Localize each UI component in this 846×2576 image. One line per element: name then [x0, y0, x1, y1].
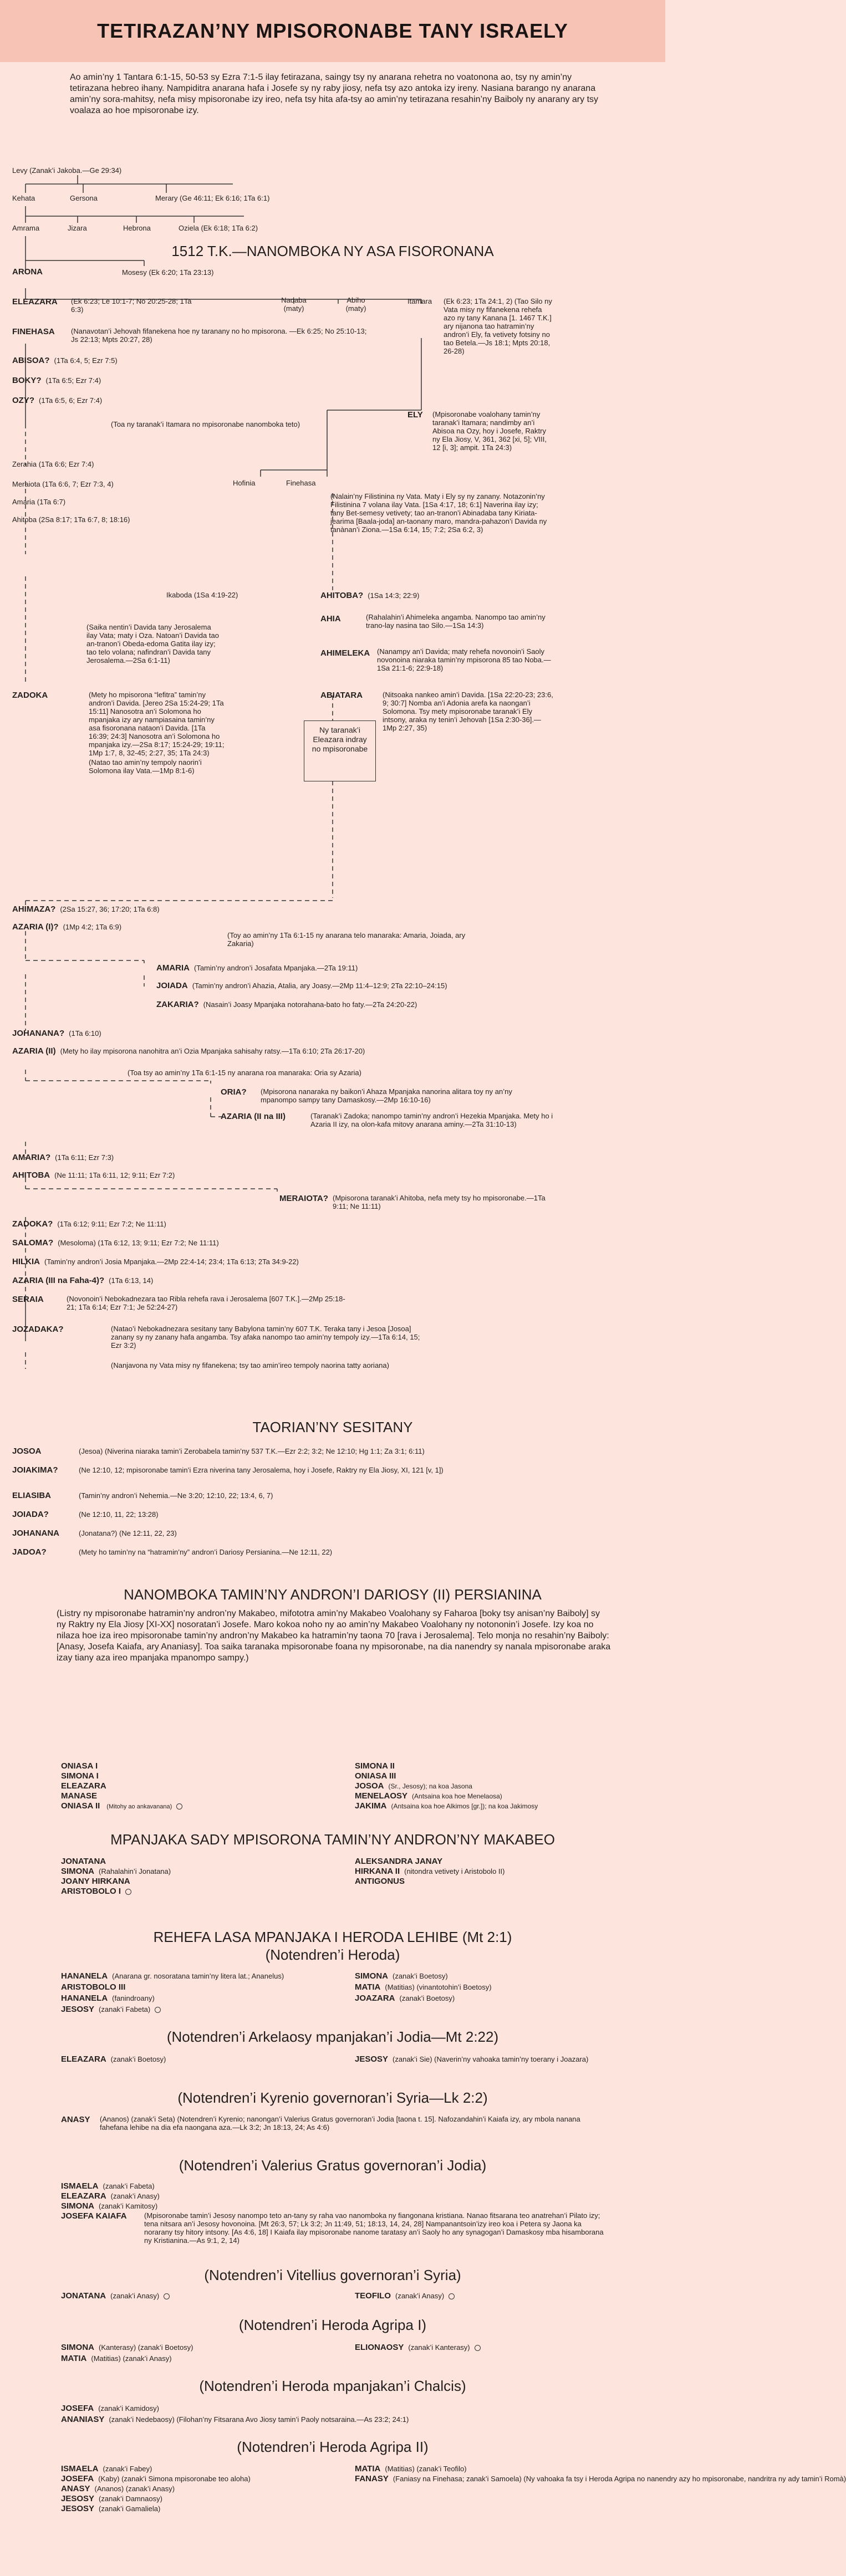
- list-item: [355, 2464, 610, 2474]
- ahitoba2: AHITOBA?: [320, 591, 364, 600]
- nanjavona-note: (Nanjavona ny Vata misy ny fifanekena; tsy tao amin’ireo tempoly naorina tatty aoriana): [111, 1361, 389, 1369]
- azaria1-ref: (1Mp 4:2; 1Ta 6:9): [63, 923, 122, 931]
- vitellius-right-name: TEOFILO: [355, 2291, 391, 2301]
- vitellius-right-note: (zanak’i Anasy): [395, 2292, 445, 2300]
- johanana1: JOHANANA?: [12, 1029, 65, 1038]
- priest-note: (Tamin’ny andron’i Nehemia.—Ne 3:20; 12:10, 22; 13:4, 6, 7): [79, 1491, 273, 1500]
- zerahia: Zerahia (1Ta 6:6; Ezr 7:4): [12, 460, 94, 468]
- archelaus-left-note: (zanak’i Boetosy): [110, 2055, 166, 2063]
- list-item: [61, 2464, 251, 2474]
- maccabee-heading: MPANJAKA SADY MPISORONA TAMIN’NY ANDRON’NY MAKABEO: [110, 1831, 555, 1848]
- kaiafa-note: (Mpisoronabe tamin’i Jesosy nanompo teto an-tany sy raha vao nanomboka ny fiangonana kristiana. Nanao fitsarana teo anatrehan’i Pilato izy; tena nitsara an’i Jesosy hovonoina. [Mt 26:3, 57; Lk 3:2; Jn 11:49, 51; 18:13, 14, 24, 28] Nampanantsoin’izy ireo koa i Petera sy Jaona ka norarany tsy hitory intsony. [As 4:6, 18] I Kaiafa ilay mpisoronabe nanome taratasy an’i Saoly ho any synagogan’i Damaskosy mba hisamborana ny Kristianina.—As 9:1, 2, 14): [144, 2211, 604, 2245]
- exile-row: [12, 1465, 444, 1475]
- priest-name: JESOSY: [61, 2005, 95, 2014]
- list-item: [61, 1971, 284, 1982]
- priest-note: (Matitias) (zanak’i Teofilo): [385, 2465, 467, 2473]
- gratus-heading: (Notendren’i Valerius Gratus governoran’i Jodia): [179, 2157, 487, 2174]
- vitellius-left-name: JONATANA: [61, 2291, 106, 2301]
- priest-name: ANANIASY: [61, 2415, 105, 2424]
- priest-note: (Mitohy ao ankavanana): [106, 1803, 172, 1810]
- priest-name: ISMAELA: [61, 2464, 99, 2473]
- priest-note: (Kaby) (zanak’i Simona mpisoronabe teo aloha): [98, 2475, 251, 2483]
- nadaba: Nadaba (maty): [281, 296, 307, 313]
- priest-name: ONIASA III: [355, 1771, 396, 1781]
- list-item: [355, 1877, 504, 1887]
- ahitoba2-ref: (1Sa 14:3; 22:9): [368, 591, 420, 600]
- priest-note: (Ne 12:10, 11, 22; 13:28): [79, 1510, 159, 1519]
- herod-heading: REHEFA LASA MPANJAKA I HERODA LEHIBE (Mt 2:1): [153, 1929, 512, 1945]
- list-item: [355, 1771, 538, 1781]
- priest-name: JESOSY: [61, 2504, 95, 2513]
- herod-right-list: [355, 1971, 492, 2004]
- oria: ORIA?: [221, 1087, 247, 1097]
- azaria4-ref: (1Ta 6:13, 14): [109, 1276, 154, 1285]
- seraia: SERAIA: [12, 1295, 44, 1304]
- eleazara-line-box: Ny taranak’i Eleazara indray no mpisoronabe: [304, 720, 376, 781]
- list-item: [355, 1982, 492, 1993]
- continuation-circle-icon: [475, 2345, 481, 2351]
- priest-name: JOIAKIMA?: [12, 1465, 58, 1475]
- list-item: [355, 2474, 846, 2484]
- amaria2: AMARIA: [156, 963, 190, 973]
- list-item: [61, 2403, 409, 2414]
- priest-note: (zanak’i Damnaosy): [99, 2495, 162, 2503]
- herod-subheading: (Notendren’i Heroda): [265, 1946, 400, 1963]
- abiatara-note: (Nitsoaka nankeo amin’i Davida. [1Sa 22:20-23; 23:6, 9; 30:7] Nomba an’i Adonia arefa ka naongan’i Solomona. Tsy mety mpisoronabe taranak’i Ely intsony, araka ny tenin’i Jehovah [1Sa 2:30-36].—1Mp 2:27, 35): [383, 691, 553, 732]
- page-title: TETIRAZAN’NY MPISORONABE TANY ISRAELY: [97, 19, 568, 42]
- abiho: Abiho (maty): [345, 296, 366, 313]
- eleazara: ELEAZARA: [12, 297, 58, 306]
- seraia-ref: (Novonoin’i Nebokadnezara tao Ribla rehefa rava i Jerosalema [607 T.K.].—2Mp 25:18-21; 1Ta 6:14; Ezr 7:1; Je 52:24-27): [67, 1295, 345, 1311]
- exile-heading: TAORIAN’NY SESITANY: [252, 1419, 413, 1435]
- priest-name: SIMONA: [61, 2201, 94, 2211]
- exile-row: [12, 1529, 177, 1539]
- priest-name: ANTIGONUS: [355, 1877, 405, 1886]
- azaria3: AZARIA (II na III): [221, 1112, 286, 1121]
- zadoka: ZADOKA: [12, 691, 48, 700]
- exile-row: [12, 1491, 273, 1501]
- ikaboda: Ikaboda (1Sa 4:19-22): [166, 591, 238, 599]
- priest-name: ELEAZARA: [61, 2191, 106, 2201]
- priest-note: (zanak’i Kanterasy): [408, 2343, 470, 2352]
- list-item: [61, 1781, 182, 1791]
- intro-paragraph: Ao amin’ny 1 Tantara 6:1-15, 50-53 sy Ezra 7:1-5 ilay fetirazana, saingy tsy ny anarana rehetra no voatonona ao, tsy ny amin’ny tetirazana hebreo ihany. Nampiditra anarana hafa i Josefe sy ny raby jiosy, nefa tsy azo antoka izy ireny. Nasiana barango ny anarana amin’ny sora-mahitsy, nefa misy mpisoronabe izy ireo, nefa tsy hita afa-tsy ao amin’ny tetirazana resahin’ny Baiboly ny anarany ary tsy voalaza ao hoe mpisoronabe izy.: [70, 73, 599, 115]
- merary: Merary (Ge 46:11; Ek 6:16; 1Ta 6:1): [155, 194, 270, 202]
- joiada-ref: (Tamin’ny andron’i Ahazia, Atalia, ary Joasy.—2Mp 11:4–12:9; 2Ta 22:10–24:15): [192, 982, 447, 990]
- priest-note: (zanak’i Kamidosy): [98, 2404, 160, 2413]
- ahitoba1: Ahitoba (2Sa 8:17; 1Ta 6:7, 8; 18:16): [12, 515, 130, 524]
- list-item: [61, 1791, 182, 1801]
- priest-note: (Ne 12:10, 12; mpisoronabe tamin’i Ezra niverina tany Jerosalema, hoy i Josefe, Raktry ny Ela Jiosy, XI, 121 [v, 1]): [79, 1466, 444, 1474]
- eleazara-ref: (Ek 6:23; Le 10:1-7; No 20:25-28; 1Ta 6:3): [71, 297, 192, 314]
- priest-name: JADOA?: [12, 1547, 47, 1557]
- amrama: Amrama: [12, 224, 40, 232]
- zadoka2-ref: (1Ta 6:12; 9:11; Ezr 7:2; Ne 11:11): [57, 1220, 166, 1228]
- list-item: [61, 1887, 171, 1897]
- exile-row: [12, 1547, 332, 1557]
- list-item: [61, 2484, 251, 2494]
- list-item: [61, 1867, 171, 1877]
- list-item: [355, 1801, 538, 1811]
- continuation-circle-icon: [155, 2007, 161, 2013]
- darius-paragraph: (Listry ny mpisoronabe hatramin’ny andron’ny Makabeo, mifototra amin’ny Makabeo Voalohany sy Faharoa [boky tsy anisan’ny Baiboly] sy ny Raktry ny Ela Jiosy [XI-XX] nosoratan’i Josefe. Maro kokoa noho ny ao amin’ny Makabeo Voalohany ny notononin’i Josefe. Izy koa no nilaza hoe iza ireo mpisoronabe tamin’ny andron’ny Makabeo ka hatramin’ny taona 70 [rava i Jerosalema]. Telo monja no resahin’ny Baiboly: [Anasy, Josefa Kaiafa, ary Ananiasy]. Toa saika taranaka mpisoronabe foana ny mpisoronabe, na dia nanendry sy nanala mpisoronabe araka izay tiany aza ireo mpanjaka mpanompo sampy.): [57, 1609, 611, 1663]
- list-item: [355, 1971, 492, 1982]
- priest-name: ARISTOBOLO I: [61, 1887, 121, 1896]
- hilkia: HILKIA: [12, 1257, 40, 1266]
- itamara: Itamara: [407, 297, 432, 305]
- list-item: [61, 2504, 251, 2514]
- ely-sons-note: (Nalain’ny Filistinina ny Vata. Maty i Ely sy ny zanany. Notazonin’ny Filistinina 7 volana ilay Vata. [1Sa 4:17, 18; 6:1] Naverina ilay izy; tany Bet-semesy vetivety; tao an-tranon’i Abinadaba tany Kiriata-jearima [Baala-joda] an-taonany maro, mandra-pahazon’i Davida ny tanànan’i Ziona.—1Sa 6:14, 15; 7:2; 2Sa 6:2, 3): [330, 492, 547, 534]
- list-item: [61, 1771, 182, 1781]
- herod-left-list: [61, 1971, 284, 2015]
- list-item: [61, 2353, 193, 2364]
- priest-note: (zanak’i Boetosy): [399, 1994, 455, 2002]
- priest-name: JOAZARA: [355, 1994, 395, 2003]
- agrippa2-heading: (Notendren’i Heroda Agripa II): [237, 2439, 429, 2455]
- saloma-ref: (Mesoloma) (1Ta 6:12, 13; 9:11; Ezr 7:2; Ne 11:11): [58, 1239, 219, 1247]
- maccabee-left-list: [61, 1857, 171, 1897]
- abiatara: ABIATARA: [320, 691, 363, 700]
- jozadaka: JOZADAKA?: [12, 1325, 64, 1334]
- list-item: [61, 2414, 409, 2425]
- priest-name: MANASE: [61, 1791, 98, 1801]
- priest-note: (zanak’i Gamaliela): [99, 2505, 161, 2513]
- jizara: Jizara: [68, 224, 87, 232]
- priest-name: MATIA: [355, 1982, 381, 1992]
- priest-name: MATIA: [61, 2354, 87, 2363]
- ozy: OZY?: [12, 396, 34, 405]
- priest-name: ELIONAOSY: [355, 2343, 404, 2352]
- chalcis-heading: (Notendren’i Heroda mpanjakan’i Chalcis): [199, 2378, 466, 2394]
- priest-name: FANASY: [355, 2474, 389, 2483]
- oria-ref: (Mpisorona nanaraka ny baikon’i Ahaza Mpanjaka nanorina alitara toy ny an’ny mpanompo sampy tany Damaskosy.—2Mp 16:10-16): [261, 1087, 512, 1104]
- finehasa-note: (Nanavotan’i Jehovah fifanekena hoe ny taranany no ho mpisorona. —Ek 6:25; No 25:10-13; Js 22:13; Mpts 20:27, 28): [71, 327, 367, 344]
- priest-note: (Antsaina koa hoe Alkimos [gr.]); na koa Jakimosy: [391, 1802, 538, 1810]
- toy-note-1: (Toy ao amin’ny 1Ta 6:1-15 ny anarana telo manaraka: Amaria, Joiada, ary Zakaria): [227, 931, 466, 948]
- chalcis-list: [61, 2403, 409, 2425]
- archelaus-right-name: JESOSY: [355, 2054, 389, 2064]
- priest-name: HIRKANA II: [355, 1867, 400, 1876]
- continuation-circle-icon: [449, 2293, 455, 2299]
- amaria1: Amaria (1Ta 6:7): [12, 498, 66, 506]
- priest-note: (fanindroany): [112, 1994, 155, 2002]
- priest-note: (Rahalahin’i Jonatana): [99, 1867, 171, 1875]
- list-item: [61, 1801, 182, 1812]
- archelaus-heading: (Notendren’i Arkelaosy mpanjakan’i Jodia—Mt 2:22): [166, 2028, 499, 2045]
- priest-note: (Matitias) (zanak’i Anasy): [91, 2354, 172, 2363]
- list-item: [61, 2201, 160, 2211]
- darius-left-list: [61, 1761, 182, 1812]
- azaria2-ref: (Mety ho ilay mpisorona nanohitra an’i Ozia Mpanjaka sahisahy ratsy.—1Ta 6:10; 2Ta 26:17-20): [60, 1047, 365, 1055]
- priest-note: (zanak’i Kamitosy): [99, 2202, 158, 2210]
- priest-note: (Jesoa) (Niverina niaraka tamin’i Zerobabela tamin’ny 537 T.K.—Ezr 2:2; 3:2; Ne 12:10; Hg 1:1; Za 3:1; 6:11): [79, 1447, 425, 1455]
- priest-name: ISMAELA: [61, 2181, 99, 2191]
- priest-name: ONIASA I: [61, 1761, 98, 1771]
- priest-note: (Matitias) (vinantotohin’i Boetosy): [385, 1983, 492, 1991]
- hofinia: Hofinia: [233, 479, 256, 487]
- list-item: [355, 2342, 481, 2353]
- arona: ARONA: [12, 267, 43, 277]
- boky: BOKY?: [12, 376, 42, 385]
- priest-name: JOHANANA: [12, 1529, 60, 1538]
- priest-name: SIMONA: [61, 2343, 94, 2352]
- zadoka-note: (Mety ho mpisorona “lefitra” tamin’ny andron’i Davida. [Jereo 2Sa 15:24-29; 1Ta 15:11] Nanosotra an’i Solomona ho mpanjaka izy ary nampiasaina tamin’ny asa fisoronana nataon’i Davida. [1Ta 16:39; 24:3] Nanosotra an’i Solomona ho mpanjaka izy.—2Sa 8:17; 15:24-29; 19:11; 1Mp 1:7, 8, 32-45; 2:27, 35; 1Ta 24:3): [89, 691, 225, 757]
- azaria1: AZARIA (I)?: [12, 922, 59, 932]
- priest-name: HANANELA: [61, 1971, 108, 1981]
- priest-name: ELIASIBA: [12, 1491, 52, 1500]
- priest-name: ALEKSANDRA JANAY: [355, 1857, 443, 1866]
- priest-note: (nitondra vetivety i Aristobolo II): [404, 1867, 505, 1875]
- exile-row: [12, 1510, 159, 1520]
- priest-name: ANASY: [61, 2484, 90, 2493]
- priest-name: ARISTOBOLO III: [61, 1982, 126, 1992]
- agrippa1-heading: (Notendren’i Heroda Agripa I): [238, 2317, 427, 2333]
- itamara-line-note: (Toa ny taranak’i Itamara no mpisoronabe nanomboka teto): [111, 420, 300, 428]
- ely-note: (Mpisoronabe voalohany tamin’ny taranak’i Itamara; nandimby an’i Abisoa na Ozy, hoy i Josefe, Raktry ny Ela Jiosy, V, 361, 362 [xi, 5]; VIII, 12 [i, 3]; ampit. 1Ta 24:3): [432, 410, 547, 452]
- priest-note: (Anarana gr. nosoratana tamin’ny litera lat.; Ananelus): [112, 1972, 284, 1980]
- list-item: [355, 1857, 504, 1867]
- zakaria-ref: (Nasain’i Joasy Mpanjaka notorahana-bato ho faty.—2Ta 24:20-22): [203, 1000, 417, 1009]
- agrippa2-left-list: [61, 2464, 251, 2514]
- joiada: JOIADA: [156, 981, 188, 990]
- list-item: [61, 1982, 284, 1993]
- priest-name: JAKIMA: [355, 1801, 387, 1811]
- priest-name: MENELAOSY: [355, 1791, 408, 1801]
- gratus-list: [61, 2181, 160, 2211]
- ahia: AHIA: [320, 614, 341, 623]
- priest-note: (Jonatana?) (Ne 12:11, 22, 23): [79, 1529, 177, 1537]
- darius-heading: NANOMBOKA TAMIN’NY ANDRON’I DARIOSY (II) PERSIANINA: [124, 1586, 542, 1603]
- hebrona: Hebrona: [123, 224, 151, 232]
- johanana1-ref: (1Ta 6:10): [69, 1029, 101, 1037]
- priest-name: JONATANA: [61, 1857, 106, 1866]
- toy-note-2: (Toa tsy ao amin’ny 1Ta 6:1-15 ny anarana roa manaraka: Oria sy Azaria): [128, 1069, 361, 1077]
- list-item: [61, 2181, 160, 2191]
- priest-name: SIMONA: [355, 1971, 388, 1981]
- saika-note: (Saika nentin’i Davida tany Jerosalema ilay Vata; maty i Oza. Natoan’i Davida tao an-tranon’i Obeda-edoma Gatita ilay izy; tao telo volana; nafindran’i Davida tany Jerosalema.—2Sa 6:1-11): [86, 623, 219, 665]
- ahimeleka-note: (Nanampy an’i Davida; maty rehefa novonoin’i Saoly novonoina niaraka tamin’ny mpisorona 85 tao Noba.—1Sa 21:1-6; 22:9-18): [377, 647, 551, 672]
- priest-note: (Mety ho tamin’ny na “hatramin’ny” andron’i Dariosy Persianina.—Ne 12:11, 22): [79, 1548, 333, 1556]
- ahimaza-ref: (2Sa 15:27, 36; 17:20; 1Ta 6:8): [60, 905, 160, 913]
- continuation-circle-icon: [164, 2293, 170, 2299]
- priest-name: JOANY HIRKANA: [61, 1877, 130, 1886]
- azaria2: AZARIA (II): [12, 1046, 56, 1056]
- agrippa2-right-list: [355, 2464, 846, 2484]
- priest-name: HANANELA: [61, 1994, 108, 2003]
- exile-row: [12, 1447, 425, 1456]
- priest-name: JOSOA: [12, 1447, 42, 1456]
- list-item: [355, 1791, 538, 1801]
- priest-note: (zanak’i Boetosy): [393, 1972, 448, 1980]
- priest-name: MATIA: [355, 2464, 381, 2473]
- list-item: [61, 2342, 193, 2353]
- azaria4: AZARIA (III na Faha-4)?: [12, 1276, 105, 1285]
- priest-note: (zanak’i Nedebaosy) (Filohan’ny Fitsarana Avo Jiosy tamin’i Paoly notsaraina.—As 23:2; 24:1): [109, 2415, 409, 2424]
- ozy-ref: (1Ta 6:5, 6; Ezr 7:4): [39, 396, 103, 405]
- amaria3: AMARIA?: [12, 1153, 51, 1162]
- continuation-circle-icon: [176, 1803, 182, 1810]
- priest-note: (zanak’i Anasy): [110, 2192, 160, 2200]
- ahia-note: (Rahalahin’i Ahimeleka angamba. Nanompo tao amin’ny trano-lay nasina tao Silo.—1Sa 14:3): [366, 613, 546, 630]
- ahimeleka: AHIMELEKA: [320, 648, 370, 658]
- quirinius-name: ANASY: [61, 2115, 90, 2124]
- finehasa2: Finehasa: [286, 479, 316, 487]
- priest-name: JOSOA: [355, 1781, 384, 1791]
- list-item: [61, 1877, 171, 1887]
- meraiota2-ref: (Mpisorona taranak’i Ahitoba, nefa mety tsy ho mpisoronabe.—1Ta 9:11; Ne 11:11): [333, 1194, 546, 1210]
- priest-name: JESOSY: [61, 2494, 95, 2503]
- priest-note: (zanak’i Fabeta): [99, 2005, 151, 2013]
- quirinius-heading: (Notendren’i Kyrenio governoran’i Syria—Lk 2:2): [177, 2089, 488, 2106]
- abisoa-ref: (1Ta 6:4, 5; Ezr 7:5): [54, 356, 118, 365]
- priest-note: (Faniasy na Finehasa; zanak’i Samoela) (Ny vahoaka fa tsy i Heroda Agripa no nanendry azy ho mpisoronabe, nandritra ny ady tamin’i Romà): [393, 2475, 846, 2483]
- priest-note: (zanak’i Fabey): [103, 2465, 152, 2473]
- saloma: SALOMA?: [12, 1238, 54, 1248]
- itamara-note: (Ek 6:23; 1Ta 24:1, 2) (Tao Silo ny Vata misy ny fifanekena rehefa azo ny tany Kanana [1. 1467 T.K.] ary nijanona tao hatramin’ny andron’i Ely, fa vetivety fotsiny no tao Betela.—Js 18:1; Mpts 20:18, 26-28): [444, 297, 552, 355]
- zakaria: ZAKARIA?: [156, 1000, 199, 1009]
- ely: ELY: [407, 410, 423, 420]
- jozadaka-ref: (Natao’i Nebokadnezara sesitany tany Babylona tamin’ny 607 T.K. Teraka tany i Jesoa [Josoa] zanany sy ny zanany hafa angamba. Tsy afaka nanompo tao amin’ny tempoly izy.—1Ta 6:14, 15; Ezr 3:2): [111, 1325, 420, 1350]
- priest-name: JOSEFA: [61, 2474, 94, 2483]
- list-item: [61, 1993, 284, 2004]
- gersona: Gersona: [70, 194, 98, 202]
- priest-name: SIMONA II: [355, 1761, 395, 1771]
- list-item: [355, 1761, 538, 1771]
- kehata: Kehata: [12, 194, 35, 202]
- list-item: [61, 2004, 284, 2015]
- continuation-circle-icon: [125, 1889, 131, 1895]
- list-item: [61, 2191, 160, 2201]
- agrippa1-left-list: [61, 2342, 193, 2364]
- natao-note: (Natao tao amin’ny tempoly naorin’i Solomona ilay Vata.—1Mp 8:1-6): [89, 758, 202, 775]
- list-item: [61, 2474, 251, 2484]
- archelaus-left-name: ELEAZARA: [61, 2054, 106, 2064]
- oziela: Oziela (Ek 6:18; 1Ta 6:2): [179, 224, 258, 232]
- meraiota: Meraiota (1Ta 6:6, 7; Ezr 7:3, 4): [12, 480, 114, 488]
- ahimaza: AHIMAZA?: [12, 904, 56, 914]
- list-item: [355, 1867, 504, 1877]
- amaria3-ref: (1Ta 6:11; Ezr 7:3): [55, 1153, 114, 1162]
- agrippa1-right-list: [355, 2342, 481, 2353]
- archelaus-right-note: (zanak’i Sie) (Naverin’ny vahoaka tamin’ny toerany i Joazara): [393, 2055, 589, 2063]
- ahitoba3: AHITOBA: [12, 1171, 50, 1180]
- period-heading: 1512 T.K.—NANOMBOKA NY ASA FISORONANA: [171, 243, 494, 259]
- kaiafa-name: JOSEFA KAIAFA: [61, 2211, 127, 2221]
- list-item: [355, 1993, 492, 2004]
- quirinius-note: (Ananos) (zanak’i Seta) (Notendren’i Kyrenio; nanongan’i Valerius Gratus governoran’i Jodia [taona t. 15]. Nafozandahin’i Kaiafa izy, ary mbola nanana fahefana lehibe na dia efa naongana aza.—Lk 3:2; Jn 18:13, 24; As 4:6): [100, 2115, 580, 2132]
- priest-name: ELEAZARA: [61, 1781, 106, 1791]
- priest-note: (Sr., Jesosy); na koa Jasona: [388, 1782, 472, 1790]
- priest-name: SIMONA I: [61, 1771, 99, 1781]
- priest-name: ONIASA II: [61, 1801, 100, 1811]
- priest-name: JOSEFA: [61, 2404, 94, 2413]
- priest-name: JOIADA?: [12, 1510, 49, 1519]
- ahitoba3-ref: (Ne 11:11; 1Ta 6:11, 12; 9:11; Ezr 7:2): [54, 1171, 175, 1179]
- hilkia-ref: (Tamin’ny andron’i Josia Mpanjaka.—2Mp 22:4-14; 23:4; 1Ta 6:13; 2Ta 34:9-22): [44, 1258, 299, 1266]
- priest-note: (zanak’i Fabeta): [103, 2182, 155, 2190]
- azaria3-ref: (Taranak’i Zadoka; nanompo tamin’ny andron’i Hezekia Mpanjaka. Mety ho i Azaria II izy, na olon-kafa mitovy anarana aminy.—2Ta 31:10-13): [310, 1112, 553, 1128]
- priest-note: (Antsaina koa hoe Menelaosa): [412, 1792, 502, 1800]
- meraiota2: MERAIOTA?: [279, 1194, 329, 1203]
- mosesy: Mosesy (Ek 6:20; 1Ta 23:13): [122, 268, 214, 277]
- maccabee-right-list: [355, 1857, 504, 1887]
- vitellius-heading: (Notendren’i Vitellius governoran’i Syria): [204, 2267, 461, 2283]
- darius-right-list: [355, 1761, 538, 1811]
- vitellius-left-note: (zanak’i Anasy): [110, 2292, 160, 2300]
- list-item: [61, 2494, 251, 2504]
- finehasa: FINEHASA: [12, 327, 55, 336]
- zadoka2: ZADOKA?: [12, 1219, 53, 1229]
- abisoa: ABISOA?: [12, 356, 50, 365]
- list-item: [355, 1781, 538, 1791]
- priest-note: (Kanterasy) (zanak’i Boetosy): [99, 2343, 193, 2352]
- list-item: [61, 1857, 171, 1867]
- boky-ref: (1Ta 6:5; Ezr 7:4): [45, 376, 101, 385]
- list-item: [61, 1761, 182, 1771]
- levy: Levy (Zanak’i Jakoba.—Ge 29:34): [12, 166, 122, 175]
- priest-name: SIMONA: [61, 1867, 94, 1876]
- priest-note: (Ananos) (zanak’i Anasy): [94, 2485, 175, 2493]
- amaria2-ref: (Tamin’ny andron’i Josafata Mpanjaka.—2Ta 19:11): [194, 964, 358, 972]
